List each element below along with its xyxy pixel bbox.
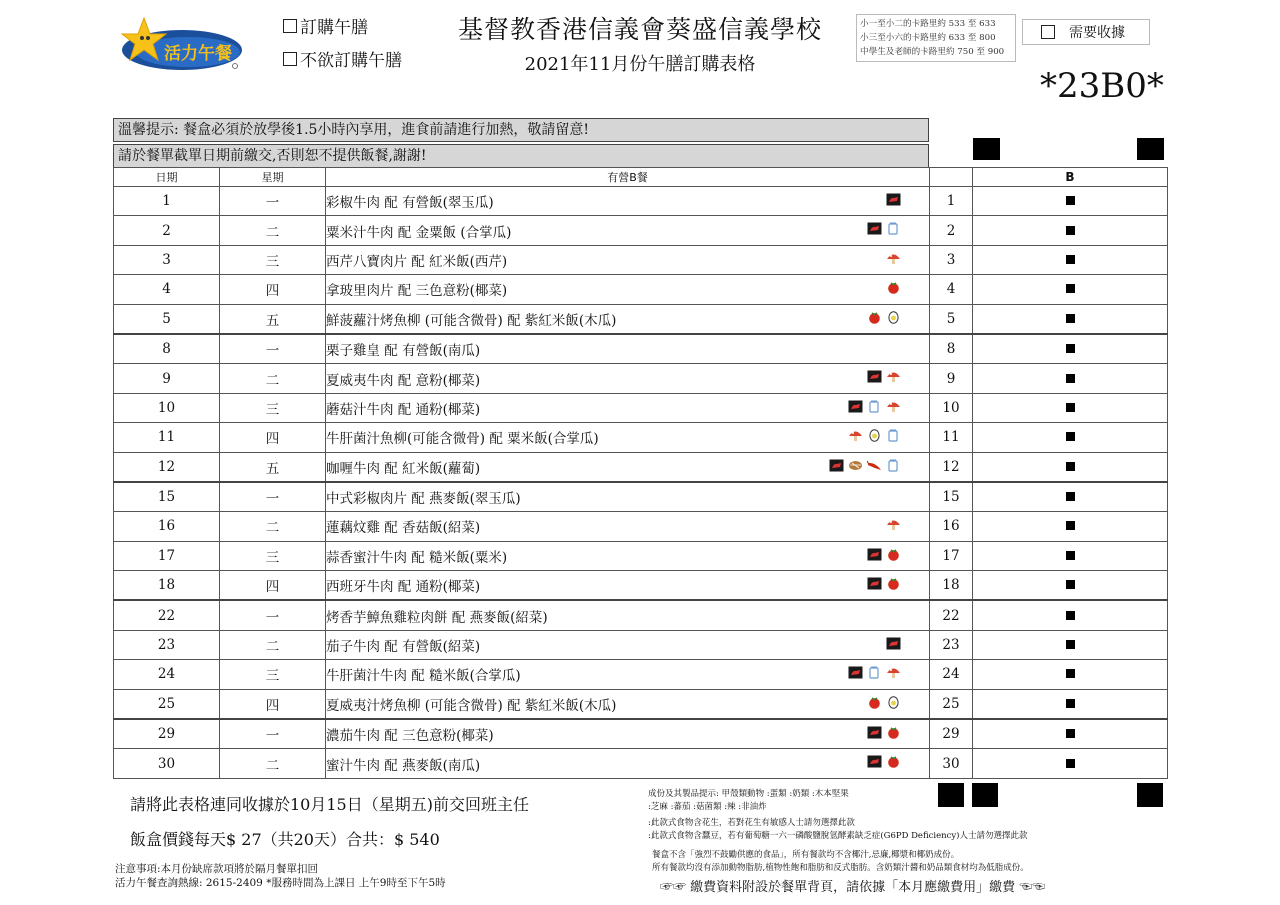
- choice-mark[interactable]: [1066, 669, 1075, 678]
- tomato-icon: [886, 548, 901, 561]
- row-dish: 西芹八寶肉片 配 紅米飯(西芹): [326, 253, 508, 270]
- table-row: [114, 512, 1168, 541]
- row-weekday: 一: [220, 719, 326, 749]
- row-choice-cell[interactable]: [973, 571, 1168, 601]
- tomato-icon: [867, 696, 882, 709]
- beef-icon: [848, 666, 863, 679]
- allergen-icons: [848, 666, 901, 679]
- choice-mark[interactable]: [1066, 611, 1075, 620]
- choice-mark[interactable]: [1066, 640, 1075, 649]
- row-dish-cell: [326, 512, 930, 541]
- row-date: 10: [114, 393, 220, 422]
- allergen-icons: [867, 577, 901, 590]
- notice-deadline: 請於餐單截單日期前繳交,否則恕不提供飯餐,謝謝!: [113, 144, 929, 168]
- row-choice-cell[interactable]: [973, 245, 1168, 274]
- milk-icon: [867, 666, 882, 679]
- table-row: [114, 245, 1168, 274]
- row-choice-cell[interactable]: [973, 393, 1168, 422]
- mushroom-icon: [848, 429, 863, 442]
- order-label: 訂購午膳: [300, 18, 368, 38]
- price-line: 飯盒價錢每天$ 27（共20天）合共：$ 540: [130, 830, 440, 849]
- row-choice-cell[interactable]: [973, 423, 1168, 452]
- table-row: [114, 452, 1168, 482]
- milk-icon: [886, 429, 901, 442]
- allergen-icons: [886, 281, 901, 294]
- legend-line: :此款式食物含蠶豆，若有葡萄糖一六一磷酸鹽脫氫酵素缺乏症(G6PD Deficiency)人士請勿選擇此款: [648, 831, 1028, 841]
- row-weekday: 一: [220, 482, 326, 512]
- choice-mark[interactable]: [1066, 255, 1075, 264]
- row-dish-cell: [326, 541, 930, 570]
- menu-rows: [114, 187, 1168, 779]
- beef-icon: [886, 637, 901, 650]
- row-date: 16: [114, 512, 220, 541]
- row-weekday: 二: [220, 216, 326, 245]
- row-date: 30: [114, 749, 220, 778]
- choice-mark[interactable]: [1066, 521, 1075, 530]
- row-choice-cell[interactable]: [973, 689, 1168, 719]
- allergen-icons: [886, 518, 901, 531]
- allergen-icons: [867, 755, 901, 768]
- row-weekday: 二: [220, 512, 326, 541]
- mushroom-icon: [886, 370, 901, 383]
- egg-icon: [886, 696, 901, 709]
- row-date-repeat: 9: [930, 364, 973, 393]
- row-date: 3: [114, 245, 220, 274]
- no-order-option[interactable]: [283, 46, 402, 71]
- school-name: 基督教香港信義會葵盛信義學校: [457, 15, 822, 44]
- allergen-icons: [829, 459, 901, 472]
- table-row: [114, 719, 1168, 749]
- choice-mark[interactable]: [1066, 551, 1075, 560]
- row-dish-cell: [326, 482, 930, 512]
- row-date-repeat: 3: [930, 245, 973, 274]
- row-dish: 拿玻里肉片 配 三色意粉(椰菜): [326, 283, 508, 300]
- row-dish-cell: [326, 719, 930, 749]
- row-dish: 西班牙牛肉 配 通粉(椰菜): [326, 579, 481, 596]
- chili-icon: [867, 459, 882, 472]
- table-row: [114, 334, 1168, 364]
- row-date: 17: [114, 541, 220, 570]
- row-dish: 中式彩椒肉片 配 燕麥飯(翠玉瓜): [326, 491, 521, 508]
- row-date: 4: [114, 275, 220, 304]
- milk-icon: [886, 222, 901, 235]
- row-date: 11: [114, 423, 220, 452]
- table-row: [114, 304, 1168, 334]
- row-dish: 烤香芋鱆魚雞粒肉餅 配 燕麥飯(紹菜): [326, 609, 548, 626]
- row-weekday: 四: [220, 423, 326, 452]
- row-choice-cell[interactable]: [973, 512, 1168, 541]
- beef-icon: [867, 370, 882, 383]
- form-code: *23B0*: [1040, 66, 1164, 106]
- choice-mark[interactable]: [1066, 403, 1075, 412]
- calorie-line: 中學生及老師的卡路里約 750 至 900: [860, 47, 1005, 57]
- row-weekday: 四: [220, 275, 326, 304]
- tomato-icon: [886, 755, 901, 768]
- row-date-repeat: 23: [930, 630, 973, 659]
- mushroom-icon: [886, 518, 901, 531]
- row-dish-cell: [326, 630, 930, 659]
- row-date: 22: [114, 600, 220, 630]
- mushroom-icon: [886, 400, 901, 413]
- row-date-repeat: 2: [930, 216, 973, 245]
- row-date-repeat: 29: [930, 719, 973, 749]
- row-weekday: 二: [220, 364, 326, 393]
- row-dish: 夏威夷汁烤魚柳 (可能含微骨) 配 紫紅米飯(木瓜): [326, 697, 617, 714]
- row-date: 29: [114, 719, 220, 749]
- row-dish: 牛肝菌汁魚柳(可能含微骨) 配 粟米飯(合掌瓜): [326, 431, 599, 448]
- no-order-label: 不欲訂購午膳: [300, 51, 402, 71]
- table-row: [114, 216, 1168, 245]
- row-weekday: 三: [220, 660, 326, 689]
- table-row: [114, 749, 1168, 778]
- row-date-repeat: 18: [930, 571, 973, 601]
- row-date: 8: [114, 334, 220, 364]
- hand-icon: ☞☞: [660, 880, 691, 895]
- choice-mark[interactable]: [1066, 492, 1075, 501]
- row-choice-cell[interactable]: [973, 275, 1168, 304]
- beef-icon: [848, 400, 863, 413]
- egg-icon: [886, 311, 901, 324]
- choice-mark[interactable]: [1066, 226, 1075, 235]
- row-weekday: 一: [220, 334, 326, 364]
- fee-text: 繳費資料附設於餐單背頁，請依據「本月應繳費用」繳費: [690, 880, 1016, 895]
- omr-mark: [1137, 138, 1164, 160]
- allergen-icons: [867, 548, 901, 561]
- choice-mark[interactable]: [1066, 729, 1075, 738]
- egg-icon: [867, 429, 882, 442]
- row-date: 2: [114, 216, 220, 245]
- row-dish-cell: [326, 689, 930, 719]
- allergen-icons: [867, 222, 901, 235]
- row-dish: 咖喱牛肉 配 紅米飯(蘿蔔): [326, 460, 481, 477]
- row-choice-cell[interactable]: [973, 304, 1168, 334]
- choice-mark[interactable]: [1066, 699, 1075, 708]
- table-row: [114, 660, 1168, 689]
- row-date-repeat: 5: [930, 304, 973, 334]
- omr-mark: [972, 783, 998, 807]
- row-weekday: 五: [220, 304, 326, 334]
- row-date: 5: [114, 304, 220, 334]
- row-dish-cell: [326, 749, 930, 778]
- row-date-repeat: 24: [930, 660, 973, 689]
- row-choice-cell[interactable]: [973, 600, 1168, 630]
- receipt-option[interactable]: [1022, 19, 1150, 45]
- table-row: [114, 423, 1168, 452]
- row-date: 24: [114, 660, 220, 689]
- beef-icon: [867, 577, 882, 590]
- milk-icon: [886, 459, 901, 472]
- row-choice-cell[interactable]: [973, 660, 1168, 689]
- order-option[interactable]: [283, 13, 368, 38]
- row-dish: 蜜汁牛肉 配 燕麥飯(南瓜): [326, 757, 481, 774]
- row-date-repeat: 11: [930, 423, 973, 452]
- row-date: 12: [114, 452, 220, 482]
- omr-mark: [1137, 783, 1163, 807]
- row-dish-cell: [326, 393, 930, 422]
- row-dish-cell: [326, 364, 930, 393]
- lunch-logo: [118, 14, 242, 72]
- choice-mark[interactable]: [1066, 580, 1075, 589]
- allergen-icons: [867, 726, 901, 739]
- tomato-icon: [886, 726, 901, 739]
- row-date-repeat: 16: [930, 512, 973, 541]
- table-row: [114, 275, 1168, 304]
- row-dish: 蒜香蜜汁牛肉 配 糙米飯(粟米): [326, 549, 508, 566]
- beef-icon: [886, 193, 901, 206]
- beef-icon: [867, 548, 882, 561]
- no-order-checkbox[interactable]: [283, 52, 297, 66]
- legend-line: 餐盒不含「強烈不鼓勵供應的食品」，所有餐款均不含椰汁,忌廉,椰漿和椰奶成份。: [652, 850, 960, 860]
- row-choice-cell[interactable]: [973, 334, 1168, 364]
- beef-icon: [867, 222, 882, 235]
- row-weekday: 一: [220, 187, 326, 216]
- table-row: [114, 482, 1168, 512]
- row-weekday: 三: [220, 393, 326, 422]
- omr-mark: [938, 783, 964, 807]
- legend-line: 所有餐款均沒有添加動物脂肪,植物性飽和脂肪和反式脂肪。含奶類汁醬和奶品類食材均為低脂成份。: [652, 863, 1029, 873]
- row-dish: 夏威夷牛肉 配 意粉(椰菜): [326, 372, 481, 389]
- row-weekday: 一: [220, 600, 326, 630]
- row-choice-cell[interactable]: [973, 719, 1168, 749]
- legend-line: :此款式食物含花生，若對花生有敏感人士請勿選擇此款: [648, 818, 855, 828]
- allergen-icons: [848, 400, 901, 413]
- row-dish: 蓮藕炆雞 配 香菇飯(紹菜): [326, 520, 481, 537]
- logo-text: 活力午餐: [164, 44, 232, 64]
- mushroom-icon: [886, 252, 901, 265]
- row-choice-cell[interactable]: [973, 541, 1168, 570]
- header-meal: 有營B餐: [326, 168, 930, 187]
- choice-mark[interactable]: [1066, 432, 1075, 441]
- calorie-line: 小一至小二的卡路里約 533 至 633: [860, 19, 996, 29]
- row-dish-cell: [326, 334, 930, 364]
- row-weekday: 三: [220, 245, 326, 274]
- row-weekday: 四: [220, 689, 326, 719]
- beef-icon: [867, 726, 882, 739]
- row-weekday: 二: [220, 749, 326, 778]
- table-row: [114, 187, 1168, 216]
- row-date-repeat: 15: [930, 482, 973, 512]
- row-dish: 蘑菇汁牛肉 配 通粉(椰菜): [326, 401, 481, 418]
- row-dish-cell: [326, 571, 930, 601]
- row-weekday: 四: [220, 571, 326, 601]
- calorie-info: [856, 14, 1016, 62]
- row-date-repeat: 30: [930, 749, 973, 778]
- row-date-repeat: 1: [930, 187, 973, 216]
- row-date-repeat: 10: [930, 393, 973, 422]
- row-date-repeat: 12: [930, 452, 973, 482]
- row-date-repeat: 25: [930, 689, 973, 719]
- row-dish-cell: [326, 304, 930, 334]
- row-choice-cell[interactable]: [973, 452, 1168, 482]
- row-date: 15: [114, 482, 220, 512]
- allergen-icons: [886, 252, 901, 265]
- receipt-label: 需要收據: [1069, 25, 1125, 41]
- row-choice-cell[interactable]: [973, 187, 1168, 216]
- row-date-repeat: 4: [930, 275, 973, 304]
- choice-mark[interactable]: [1066, 344, 1075, 353]
- header-date: 日期: [114, 168, 220, 187]
- submit-instruction: 請將此表格連同收據於10月15日（星期五)前交回班主任: [130, 795, 529, 814]
- remarks-line: 注意事項:本月份缺席款項將於隔月餐單扣回: [115, 863, 319, 875]
- tomato-icon: [867, 311, 882, 324]
- milk-icon: [867, 400, 882, 413]
- row-dish-cell: [326, 660, 930, 689]
- mushroom-icon: [886, 666, 901, 679]
- table-row: [114, 571, 1168, 601]
- table-row: [114, 541, 1168, 570]
- receipt-checkbox[interactable]: [1041, 25, 1055, 39]
- allergen-icons: [867, 696, 901, 709]
- row-dish: 茄子牛肉 配 有營飯(紹菜): [326, 639, 481, 656]
- remarks: [115, 862, 446, 890]
- choice-mark[interactable]: [1066, 759, 1075, 768]
- allergen-icons: [867, 311, 901, 324]
- fee-note: [660, 876, 1045, 895]
- header-choice: B: [973, 168, 1168, 187]
- row-date-repeat: 8: [930, 334, 973, 364]
- table-row: [114, 364, 1168, 393]
- remarks-line: 活力午餐查詢熱線: 2615-2409 *服務時間為上課日 上午9時至下午5時: [115, 877, 446, 889]
- row-dish: 鮮菠蘿汁烤魚柳 (可能含微骨) 配 紫紅米飯(木瓜): [326, 312, 617, 329]
- row-weekday: 五: [220, 452, 326, 482]
- menu-table: [113, 167, 1168, 779]
- row-choice-cell[interactable]: [973, 216, 1168, 245]
- row-dish: 濃茄牛肉 配 三色意粉(椰菜): [326, 728, 494, 745]
- row-dish: 栗子雞皇 配 有營飯(南瓜): [326, 343, 481, 360]
- row-dish-cell: [326, 600, 930, 630]
- header-weekday: 星期: [220, 168, 326, 187]
- notice-tip: 溫馨提示: 餐盒必須於放學後1.5小時內享用，進食前請進行加熱，敬請留意!: [113, 118, 929, 142]
- beef-icon: [867, 755, 882, 768]
- choice-mark[interactable]: [1066, 462, 1075, 471]
- row-dish-cell: [326, 245, 930, 274]
- allergen-icons: [886, 193, 901, 206]
- row-date: 1: [114, 187, 220, 216]
- row-dish-cell: [326, 423, 930, 452]
- row-date-repeat: 22: [930, 600, 973, 630]
- row-dish-cell: [326, 275, 930, 304]
- hand-icon: ☜☜: [1015, 880, 1046, 895]
- row-choice-cell[interactable]: [973, 482, 1168, 512]
- legend-line: :芝麻 :蕃茄 :菇菌類 :辣 :非油炸: [648, 802, 767, 812]
- row-weekday: 二: [220, 630, 326, 659]
- row-dish-cell: [326, 452, 930, 482]
- row-date: 18: [114, 571, 220, 601]
- row-choice-cell[interactable]: [973, 749, 1168, 778]
- allergen-icons: [848, 429, 901, 442]
- omr-mark: [973, 138, 1000, 160]
- table-row: [114, 689, 1168, 719]
- row-dish: 粟米汁牛肉 配 金粟飯 (合掌瓜): [326, 224, 512, 241]
- shellfish-icon: [848, 459, 863, 472]
- choice-mark[interactable]: [1066, 196, 1075, 205]
- row-dish: 牛肝菌汁牛肉 配 糙米飯(合掌瓜): [326, 668, 521, 685]
- choice-mark[interactable]: [1066, 284, 1075, 293]
- row-date: 9: [114, 364, 220, 393]
- row-dish: 彩椒牛肉 配 有營飯(翠玉瓜): [326, 195, 494, 212]
- table-row: [114, 630, 1168, 659]
- legend-line: 成份及其製品提示: 甲殼類動物 :蛋類 :奶類 :木本堅果: [648, 789, 849, 799]
- calorie-line: 小三至小六的卡路里約 633 至 800: [860, 33, 996, 43]
- row-weekday: 三: [220, 541, 326, 570]
- choice-mark[interactable]: [1066, 314, 1075, 323]
- row-date: 23: [114, 630, 220, 659]
- table-header-row: [114, 168, 1168, 187]
- form-title: 2021年11月份午膳訂購表格: [524, 54, 756, 75]
- table-row: [114, 393, 1168, 422]
- allergen-icons: [867, 370, 901, 383]
- choice-mark[interactable]: [1066, 374, 1075, 383]
- row-dish-cell: [326, 216, 930, 245]
- order-checkbox[interactable]: [283, 19, 297, 33]
- row-dish-cell: [326, 187, 930, 216]
- allergen-icons: [886, 637, 901, 650]
- row-choice-cell[interactable]: [973, 630, 1168, 659]
- header-date-repeat: [930, 168, 973, 187]
- tomato-icon: [886, 577, 901, 590]
- table-row: [114, 600, 1168, 630]
- tomato-icon: [886, 281, 901, 294]
- row-date: 25: [114, 689, 220, 719]
- row-choice-cell[interactable]: [973, 364, 1168, 393]
- row-date-repeat: 17: [930, 541, 973, 570]
- beef-icon: [829, 459, 844, 472]
